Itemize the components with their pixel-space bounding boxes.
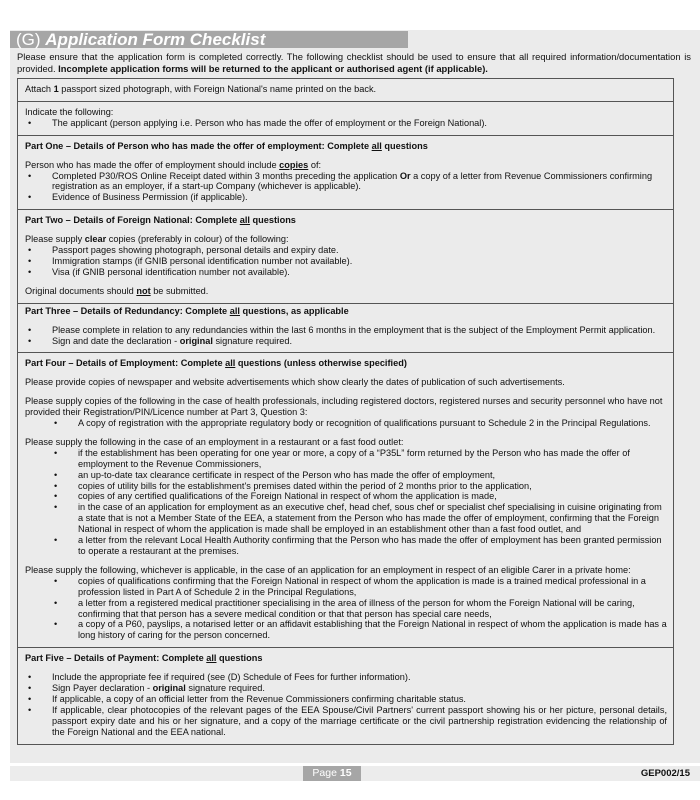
note-emphasis: not: [136, 285, 151, 296]
list-item: • Include the appropriate fee if required (see (D) Schedule of Fees for further information).: [25, 672, 667, 683]
intro-text: Please ensure that the application form is completed correctly. The following checklist should be used to ensure that all required information/documentation is provided.: [17, 51, 691, 74]
item-text: Sign and date the declaration -: [52, 335, 180, 346]
heading-emphasis: all: [206, 653, 217, 664]
heading-text: Part Four – Details of Employment: Complete: [25, 358, 226, 369]
list-item: • A copy of registration with the appropriate regulatory body or recognition of qualifications pursuant to Schedule 2 in the Principal Regulations.: [25, 418, 667, 429]
heading-text: Part One – Details of Person who has made the offer of employment: Complete: [25, 140, 372, 151]
item-text-end: a copy of a letter from Revenue Commissioners confirming registration as an employer, if a start-up Company (whichever is applicable).: [52, 170, 653, 192]
heading-emphasis: all: [229, 305, 240, 316]
part-one-heading: [25, 141, 667, 152]
document-code: GEP002/15: [640, 768, 690, 779]
part-two-note: [25, 286, 667, 297]
intro-paragraph: [17, 51, 691, 74]
part-one-list: [25, 171, 667, 204]
item-text: Sign Payer declaration -: [52, 683, 153, 694]
note-text: Original documents should: [25, 285, 137, 296]
heading-text: Part Two – Details of Foreign National: Complete: [25, 215, 240, 226]
list-item: • If applicable, clear photocopies of the relevant pages of the EEA Spouse/Civil Partners' current passport showing his or her picture, personal details, passport expiry date and his or her signature, and a copy of the marriage certificate or the civil partnership registration evidencing the relationship of the Foreign National and the EEA national.: [25, 705, 667, 738]
list-item: [25, 683, 667, 694]
list-item: • If applicable, a copy of an official letter from the Revenue Commissioners confirming charitable status.: [25, 694, 667, 705]
heading-text-end: questions: [249, 215, 296, 226]
part-three-list: [25, 325, 667, 347]
part-one-lead: [25, 160, 667, 171]
part-four-advertisements: Please provide copies of newspaper and website advertisements which show clearly the dates of publication of such advertisements.: [25, 377, 565, 388]
list-item: • a letter from the relevant Local Health Authority confirming that the Person who has made the offer of employment has been granted permission to operate a restaurant at the premises.: [25, 535, 667, 557]
list-item: • copies of any certified qualifications of the Foreign National in respect of whom the application is made,: [25, 491, 667, 502]
part-four-heading: [25, 358, 667, 369]
checklist-part-one: [18, 135, 673, 210]
indicate-lead: Indicate the following:: [25, 106, 114, 117]
heading-text: Part Five – Details of Payment: Complete: [25, 653, 207, 664]
heading-text: Part Three – Details of Redundancy: Complete: [25, 305, 230, 316]
heading-text-end: questions: [381, 140, 428, 151]
health-professionals-list: [25, 418, 667, 429]
checklist-part-four: [18, 352, 673, 647]
restaurant-list: [25, 448, 667, 557]
list-item: • in the case of an application for employment as an executive chef, head chef, sous chef or specialist chef specialising in cuisine originating from a state that is not a Member State of the EEA, a statement from the Person who has made the offer of employment, confirming that the Foreign National in respect of whom the application is made shall be employed in an establishment other than a fast food outlet, and: [25, 502, 667, 535]
part-two-list: [25, 245, 667, 278]
item-text: Completed P30/ROS Online Receipt dated within 3 months preceding the application: [52, 170, 400, 181]
list-item: • Immigration stamps (if GNIB personal identification number not available).: [25, 256, 667, 267]
heading-text-end: questions: [216, 653, 263, 664]
lead-text: Please supply: [25, 234, 85, 245]
checklist-part-five: [18, 647, 673, 743]
note-text-end: be submitted.: [150, 285, 209, 296]
checklist-photo: [18, 79, 673, 101]
part-five-heading: [25, 653, 667, 664]
lead-emphasis: clear: [84, 234, 107, 245]
part-four-carer: Please supply the following, whichever is applicable, in the case of an application for an employment in respect of an eligible Carer in a private home:: [25, 564, 631, 575]
heading-emphasis: all: [225, 358, 236, 369]
list-item: • copies of qualifications confirming that the Foreign National in respect of whom the application is made is a trained medical professional in a profession listed in Part A of Schedule 2 in the Principal Regulations,: [25, 576, 667, 598]
heading-text-end: questions (unless otherwise specified): [235, 358, 407, 369]
checklist-part-three: [18, 303, 673, 353]
item-emphasis: original: [152, 683, 186, 694]
item-emphasis: original: [179, 335, 213, 346]
list-item: [25, 171, 667, 193]
part-two-lead: [25, 234, 667, 245]
item-text-end: signature required.: [185, 683, 265, 694]
lead-text: Person who has made the offer of employment should include: [25, 159, 280, 170]
intro-warning: Incomplete application forms will be returned to the applicant or authorised agent (if applicable).: [58, 62, 488, 74]
lead-text-end: of:: [308, 159, 322, 170]
part-five-list: [25, 672, 667, 737]
part-four-health-professionals: Please supply copies of the following in the case of health professionals, including registered doctors, registered nurses and security personnel who have not provided their Registration/PIN/Licence number at Part 3, Question 3:: [25, 396, 663, 418]
list-item: • a letter from a registered medical practitioner specialising in the area of illness of the person for whom the Foreign National will be caring, confirming that that person has a severe medical condition or that that person has special care needs,: [25, 598, 667, 620]
list-item: [25, 336, 667, 347]
page-label: Page: [312, 767, 340, 779]
part-three-heading: [25, 306, 667, 317]
heading-emphasis: all: [239, 215, 250, 226]
photo-instruction: [25, 84, 667, 95]
list-item: • Evidence of Business Permission (if applicable).: [25, 192, 667, 203]
list-item: • a copy of a P60, payslips, a notarised letter or an affidavit establishing that the Foreign National in respect of whom the application is made has a long history of caring for the person concerned.: [25, 619, 667, 641]
heading-emphasis: all: [371, 140, 382, 151]
list-item: • an up-to-date tax clearance certificate in respect of the Person who has made the offer of employment,: [25, 470, 667, 481]
section-title-text: Application Form Checklist: [45, 30, 266, 49]
list-item: • Please complete in relation to any redundancies within the last 6 months in the employment that is the subject of the Employment Permit application.: [25, 325, 667, 336]
page-number: 15: [339, 767, 352, 779]
lead-text-end: copies (preferably in colour) of the following:: [106, 234, 289, 245]
checklist-table: [17, 78, 674, 745]
section-title: [10, 31, 408, 48]
part-two-heading: [25, 215, 667, 226]
list-item: • The applicant (person applying i.e. Person who has made the offer of employment or the Foreign National).: [25, 118, 667, 129]
heading-text-end: questions, as applicable: [239, 305, 349, 316]
section-title-prefix: (G): [16, 30, 46, 49]
checklist-part-two: [18, 209, 673, 302]
list-item: • copies of utility bills for the establishment's premises dated within the period of 2 months prior to the application,: [25, 481, 667, 492]
photo-count: 1: [53, 84, 59, 94]
part-four-restaurant: Please supply the following in the case of an employment in a restaurant or a fast food outlet:: [25, 436, 404, 447]
carer-list: [25, 576, 667, 641]
list-item: • if the establishment has been operating for one year or more, a copy of a “P35L” form returned by the Person who has made the offer of employment to the Revenue Commissioners,: [25, 448, 667, 470]
indicate-list: [25, 118, 667, 129]
item-text-end: signature required.: [212, 335, 293, 346]
page-number-badge: [303, 766, 361, 781]
checklist-indicate: [18, 101, 673, 135]
photo-text-pre: Attach: [25, 84, 54, 94]
item-emphasis: Or: [399, 170, 411, 181]
list-item: • Visa (if GNIB personal identification number not available).: [25, 267, 667, 278]
lead-emphasis: copies: [279, 159, 309, 170]
list-item: • Passport pages showing photograph, personal details and expiry date.: [25, 245, 667, 256]
photo-text-post: passport sized photograph, with Foreign National's name printed on the back.: [58, 84, 377, 94]
